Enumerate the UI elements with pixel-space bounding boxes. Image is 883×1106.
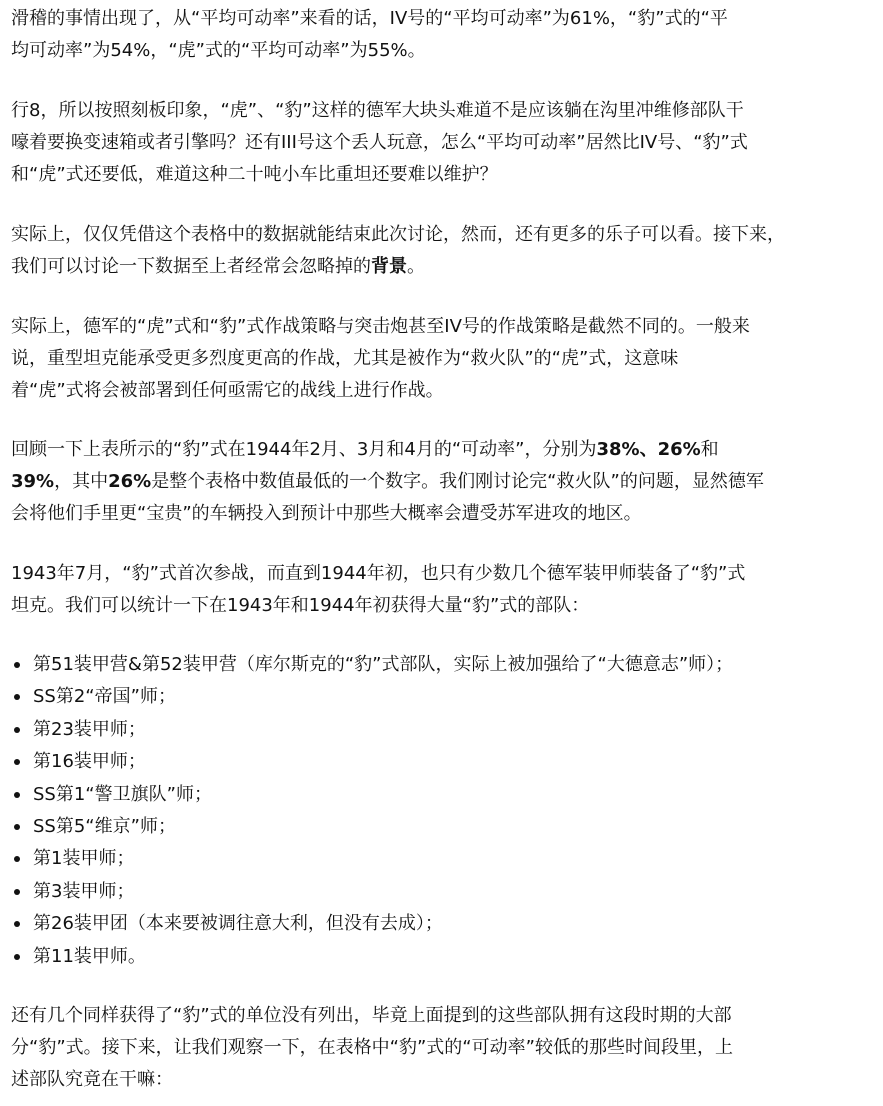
- paragraph-closing: [11, 1000, 733, 1096]
- text-line: 述部队究竟在干嘛：: [11, 1069, 173, 1090]
- list-item-text: 第16装甲师；: [33, 751, 146, 773]
- bullet-icon: [14, 792, 20, 798]
- text-segment: 。: [407, 256, 425, 277]
- list-item: [11, 779, 733, 811]
- text-line: 分“豹”式。接下来，让我们观察一下，在表格中“豹”式的“可动率”较低的那些时间段里，上: [11, 1037, 733, 1058]
- text-line: 1943年7月，“豹”式首次参战，而直到1944年初，也只有少数几个德军装甲师装备了“豹”式: [11, 563, 746, 584]
- text-line: 均可动率”为54%，“虎”式的“平均可动率”为55%。: [11, 40, 426, 61]
- text-line: 滑稽的事情出现了，从“平均可动率”来看的话，IV号的“平均可动率”为61%，“豹”式的“平: [11, 8, 728, 29]
- list-item-text: SS第5“维京”师；: [33, 815, 176, 837]
- text-segment: 是整个表格中数值最低的一个数字。我们刚讨论完“救火队”的问题，显然德军: [151, 471, 764, 492]
- text-segment: 我们可以讨论一下数据至上者经常会忽略掉的: [11, 256, 371, 277]
- text-line: 坦克。我们可以统计一下在1943年和1944年初获得大量“豹”式的部队：: [11, 595, 590, 616]
- text-line: 还有几个同样获得了“豹”式的单位没有列出，毕竟上面提到的这些部队拥有这段时期的大部: [11, 1005, 732, 1026]
- list-item: [11, 714, 733, 746]
- unit-list: [11, 649, 733, 973]
- text-line: 说，重型坦克能承受更多烈度更高的作战，尤其是被作为“救火队”的“虎”式，这意味: [11, 348, 679, 369]
- list-item-text: 第3装甲师；: [33, 880, 135, 902]
- paragraph-availability-averages: [11, 3, 728, 67]
- text-line: [11, 251, 785, 283]
- list-item-text: 第23装甲师；: [33, 718, 146, 740]
- list-item-text: 第11装甲师。: [33, 945, 146, 967]
- bullet-icon: [14, 694, 20, 700]
- list-item: [11, 681, 733, 713]
- paragraph-tactics: [11, 311, 750, 407]
- text-line: [11, 434, 764, 466]
- bold-value: 38%: [596, 439, 640, 460]
- paragraph-stereotype: [11, 95, 748, 191]
- text-line: 实际上，仅仅凭借这个表格中的数据就能结束此次讨论，然而，还有更多的乐子可以看。接下来，: [11, 224, 785, 245]
- text-line: 实际上，德军的“虎”式和“豹”式作战策略与突击炮甚至IV号的作战策略是截然不同的。一般来: [11, 316, 750, 337]
- bullet-icon: [14, 759, 20, 765]
- bold-value: 39%: [11, 471, 55, 492]
- text-segment: 和: [700, 439, 719, 460]
- bold-value: 26%: [657, 439, 701, 460]
- text-line: 嚎着要换变速箱或者引擎吗？还有III号这个丢人玩意，怎么“平均可动率”居然比IV号、“豹”式: [11, 132, 748, 153]
- paragraph-panther-debut: [11, 558, 745, 622]
- bold-separator: 、: [639, 439, 658, 460]
- list-item: [11, 941, 733, 973]
- bullet-icon: [14, 856, 20, 862]
- list-item: [11, 746, 733, 778]
- bullet-icon: [14, 727, 20, 733]
- bold-keyword: 背景: [371, 256, 407, 277]
- list-item: [11, 811, 733, 843]
- list-item-text: 第26装甲团（本来要被调往意大利，但没有去成）；: [33, 913, 443, 935]
- text-segment: 回顾一下上表所示的“豹”式在1944年2月、3月和4月的“可动率”，分别为: [11, 439, 597, 460]
- list-item: [11, 876, 733, 908]
- list-item-text: SS第1“警卫旗队”师；: [33, 783, 212, 805]
- text-line: 行8，所以按照刻板印象，“虎”、“豹”这样的德军大块头难道不是应该躺在沟里冲维修部队干: [11, 100, 744, 121]
- list-item: [11, 843, 733, 875]
- text-line: 会将他们手里更“宝贵”的车辆投入到预计中那些大概率会遭受苏军进攻的地区。: [11, 503, 642, 524]
- bullet-icon: [14, 954, 20, 960]
- bullet-icon: [14, 889, 20, 895]
- list-item-text: SS第2“帝国”师；: [33, 686, 176, 708]
- bold-value: 26%: [108, 471, 152, 492]
- text-line: 着“虎”式将会被部署到任何亟需它的战线上进行作战。: [11, 380, 444, 401]
- bullet-icon: [14, 921, 20, 927]
- paragraph-background-intro: [11, 219, 785, 283]
- bullet-icon: [14, 662, 20, 668]
- text-segment: ，其中: [54, 471, 109, 492]
- list-item-text: 第51装甲营&第52装甲营（库尔斯克的“豹”式部队，实际上被加强给了“大德意志”师）；: [33, 654, 734, 675]
- list-item: [11, 649, 733, 681]
- text-line: 和“虎”式还要低，难道这种二十吨小车比重坦还要难以维护？: [11, 164, 498, 185]
- text-line: [11, 466, 764, 498]
- list-item-text: 第1装甲师；: [33, 848, 135, 870]
- list-item: [11, 908, 733, 940]
- paragraph-panther-rates: [11, 434, 764, 530]
- bullet-icon: [14, 824, 20, 830]
